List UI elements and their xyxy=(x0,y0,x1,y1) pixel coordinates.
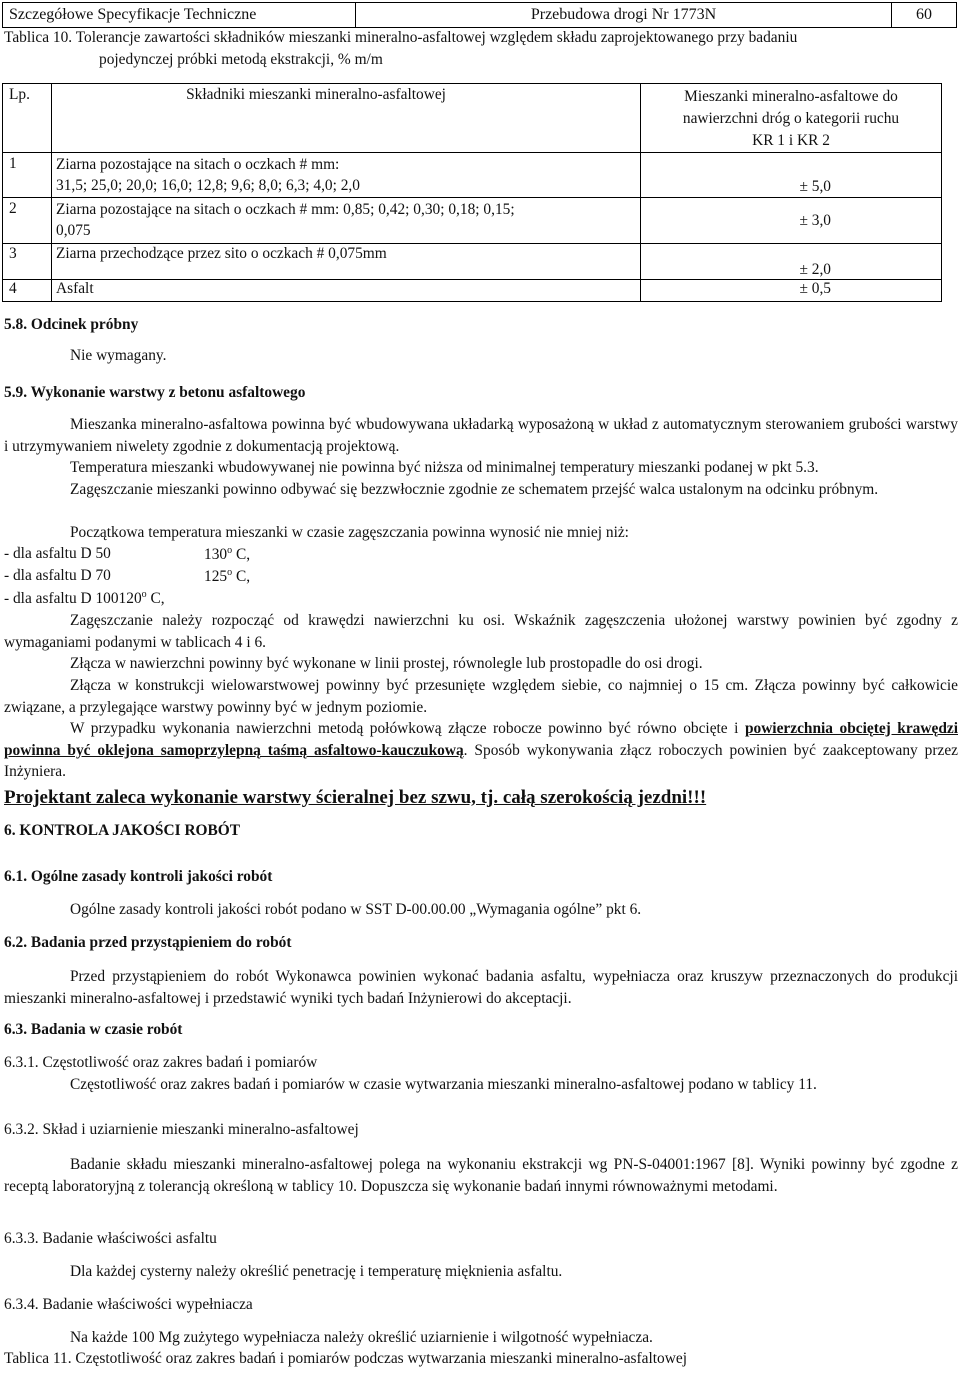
section-6-3-3-text: Dla każdej cysterny należy określić penetrację i temperaturę mięknienia asfaltu. xyxy=(70,1263,563,1280)
section-6-3-3-heading: 6.3.3. Badanie właściwości asfaltu xyxy=(4,1230,217,1247)
table10-header-values: Mieszanki mineralno-asfaltowe do nawierzchni dróg o kategorii ruchu KR 1 i KR 2 xyxy=(641,84,942,153)
designer-note: Projektant zaleca wykonanie warstwy ścieralnej bez szwu, tj. całą szerokością jezdni!!! xyxy=(4,787,707,808)
temp-row-d100: - dla asfaltu D 100120$^o$ C, xyxy=(4,589,165,608)
table10-header-components: Składniki mieszanki mineralno-asfaltowej xyxy=(52,84,641,153)
section-5-9-p4: Początkowa temperatura mieszanki w czasie zagęszczania powinna wynosić nie mniej niż: xyxy=(70,524,629,541)
section-6-3-2-text: Badanie składu mieszanki mineralno-asfaltowej polega na wykonaniu ekstrakcji wg PN-S-04001:1967 [8]. Wyniki powinny być zgodne z receptą laboratoryjną z tolerancją określoną w tablicy 10. Dopuszcza się wykonanie badań innymi równoważnymi metodami. xyxy=(4,1156,958,1195)
table11-caption: Tablica 11. Częstotliwość oraz zakres badań i pomiarów podczas wytwarzania mieszanki mineralno-asfaltowej xyxy=(4,1350,687,1367)
section-5-9-p3: Zagęszczanie mieszanki powinno odbywać się bezzwłocznie zgodnie ze schematem przejść walca ustalonym na odcinku próbnym. xyxy=(70,481,879,498)
table10-caption-cont: pojedynczej próbki metodą ekstrakcji, % m/m xyxy=(99,51,383,68)
section-6-heading: 6. KONTROLA JAKOŚCI ROBÓT xyxy=(4,822,241,839)
table-row: 3 Ziarna przechodzące przez sito o oczkach # 0,075mm ± 2,0 xyxy=(3,244,942,280)
header-title: Szczegółowe Specyfikacje Techniczne xyxy=(3,3,356,28)
section-5-9-p5: Zagęszczanie należy rozpocząć od krawędzi nawierzchni ku osi. Wskaźnik zagęszczenia ułożonej warstwy powinien być zgodny z wymaganiami podanymi w tablicach 4 i 6. xyxy=(4,612,958,651)
table10 xyxy=(2,83,942,302)
section-5-9-p8: W przypadku wykonania nawierzchni metodą połówkową złącze robocze powinno być równo obcięte i powierzchnia obciętej krawędzi powinna być oklejona samoprzylepną taśmą asfaltowo-kauczukową. Sposób wykonywania złącz roboczych powinien być zaakceptowany przez Inżyniera. xyxy=(4,720,958,780)
table-row: 2 Ziarna pozostające na sitach o oczkach # mm: 0,85; 0,42; 0,30; 0,18; 0,15; 0,075 ± 3,0 xyxy=(3,198,942,244)
temp-row-d70: - dla asfaltu D 70 125$^o$ C, xyxy=(4,567,251,586)
section-6-3-4-text: Na każde 100 Mg zużytego wypełniacza należy określić uziarnienie i wilgotność wypełniacza. xyxy=(70,1329,653,1346)
section-6-2-text: Przed przystąpieniem do robót Wykonawca powinien wykonać badania asfaltu, wypełniacza oraz kruszyw przeznaczonych do produkcji mieszanki mineralno-asfaltowej i przedstawić wyniki tych badań Inżynierowi do akceptacji. xyxy=(4,968,958,1007)
section-6-2-heading: 6.2. Badania przed przystąpieniem do robót xyxy=(4,934,292,951)
section-6-3-2-heading: 6.3.2. Skład i uziarnienie mieszanki mineralno-asfaltowej xyxy=(4,1121,359,1138)
page-header xyxy=(2,2,957,28)
table-row: 4 Asfalt ± 0,5 xyxy=(3,280,942,302)
section-5-9-heading: 5.9. Wykonanie warstwy z betonu asfaltowego xyxy=(4,384,306,401)
header-page-number: 60 xyxy=(892,3,957,28)
section-5-9-p2: Temperatura mieszanki wbudowywanej nie powinna być niższa od minimalnej temperatury mieszanki podanej w pkt 5.3. xyxy=(70,459,819,476)
section-6-3-4-heading: 6.3.4. Badanie właściwości wypełniacza xyxy=(4,1296,253,1313)
section-5-9-p6: Złącza w nawierzchni powinny być wykonane w linii prostej, równolegle lub prostopadle do osi drogi. xyxy=(70,655,703,672)
section-5-9-p1: Mieszanka mineralno-asfaltowa powinna być wbudowywana układarką wyposażoną w układ z automatycznym sterowaniem grubości warstwy i utrzymywaniem niwelety zgodnie z dokumentacją projektową. xyxy=(4,416,958,455)
section-5-8-text: Nie wymagany. xyxy=(70,347,167,364)
section-6-3-1-text: Częstotliwość oraz zakres badań i pomiarów w czasie wytwarzania mieszanki mineralno-asfaltowej podano w tablicy 11. xyxy=(70,1076,817,1093)
section-6-1-heading: 6.1. Ogólne zasady kontroli jakości robót xyxy=(4,868,273,885)
section-6-1-text: Ogólne zasady kontroli jakości robót podano w SST D-00.00.00 „Wymagania ogólne” pkt 6. xyxy=(70,901,642,918)
section-5-9-p7: Złącza w konstrukcji wielowarstwowej powinny być przesunięte względem siebie, co najmniej o 15 cm. Złącza powinny być całkowicie związane, a przylegające warstwy powinny być w jednym poziomie. xyxy=(4,677,958,716)
section-6-3-1-heading: 6.3.1. Częstotliwość oraz zakres badań i pomiarów xyxy=(4,1054,318,1071)
table10-header-lp: Lp. xyxy=(3,84,52,153)
header-project: Przebudowa drogi Nr 1773N xyxy=(356,3,892,28)
table-row: 1 Ziarna pozostające na sitach o oczkach # mm: 31,5; 25,0; 20,0; 16,0; 12,8; 9,6; 8,0; 6,3; 4,0; 2,0 ± 5,0 xyxy=(3,153,942,198)
table10-caption: Tablica 10. Tolerancje zawartości składników mieszanki mineralno-asfaltowej względem składu zaprojektowanego przy badaniu xyxy=(4,29,798,46)
section-5-8-heading: 5.8. Odcinek próbny xyxy=(4,316,139,333)
section-6-3-heading: 6.3. Badania w czasie robót xyxy=(4,1021,183,1038)
temp-row-d50: - dla asfaltu D 50 130$^o$ C, xyxy=(4,545,251,564)
